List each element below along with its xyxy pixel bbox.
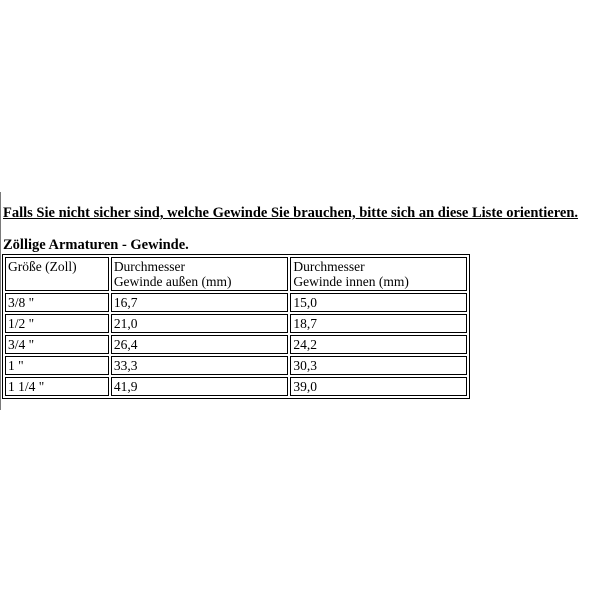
size-cell: 1 " [5,356,109,375]
size-cell: 3/8 " [5,293,109,312]
table-header-row [5,257,467,291]
table-row [5,356,467,375]
header-inner-label-line2: Gewinde innen (mm) [293,274,409,289]
outer-diameter-cell: 33,3 [111,356,289,375]
header-size-cell [5,257,109,291]
table-row [5,293,467,312]
table-row [5,377,467,396]
document-content [3,200,600,399]
inner-diameter-cell: 18,7 [290,314,467,333]
header-inner-cell [290,257,467,291]
left-border-line [0,192,1,410]
inner-diameter-cell: 15,0 [290,293,467,312]
outer-diameter-cell: 41,9 [111,377,289,396]
header-inner-label-line1: Durchmesser [293,259,365,274]
header-outer-label-line2: Gewinde außen (mm) [113,274,232,289]
inner-diameter-cell: 39,0 [290,377,467,396]
size-cell: 1 1/4 " [5,377,109,396]
table-row [5,335,467,354]
table-row [5,314,467,333]
size-cell: 1/2 " [5,314,109,333]
intro-text: Falls Sie nicht sicher sind, welche Gewinde Sie brauchen, bitte sich an diese Liste orientieren. [3,205,579,221]
inner-diameter-cell: 24,2 [290,335,467,354]
thread-size-table [2,254,470,399]
outer-diameter-cell: 16,7 [111,293,289,312]
header-outer-cell [111,257,289,291]
outer-diameter-cell: 21,0 [111,314,289,333]
header-size-label: Größe (Zoll) [8,259,77,274]
inner-diameter-cell: 30,3 [290,356,467,375]
header-outer-label-line1: Durchmesser [113,259,186,274]
size-cell: 3/4 " [5,335,109,354]
table-title: Zöllige Armaturen - Gewinde. [3,237,189,253]
outer-diameter-cell: 26,4 [111,335,289,354]
